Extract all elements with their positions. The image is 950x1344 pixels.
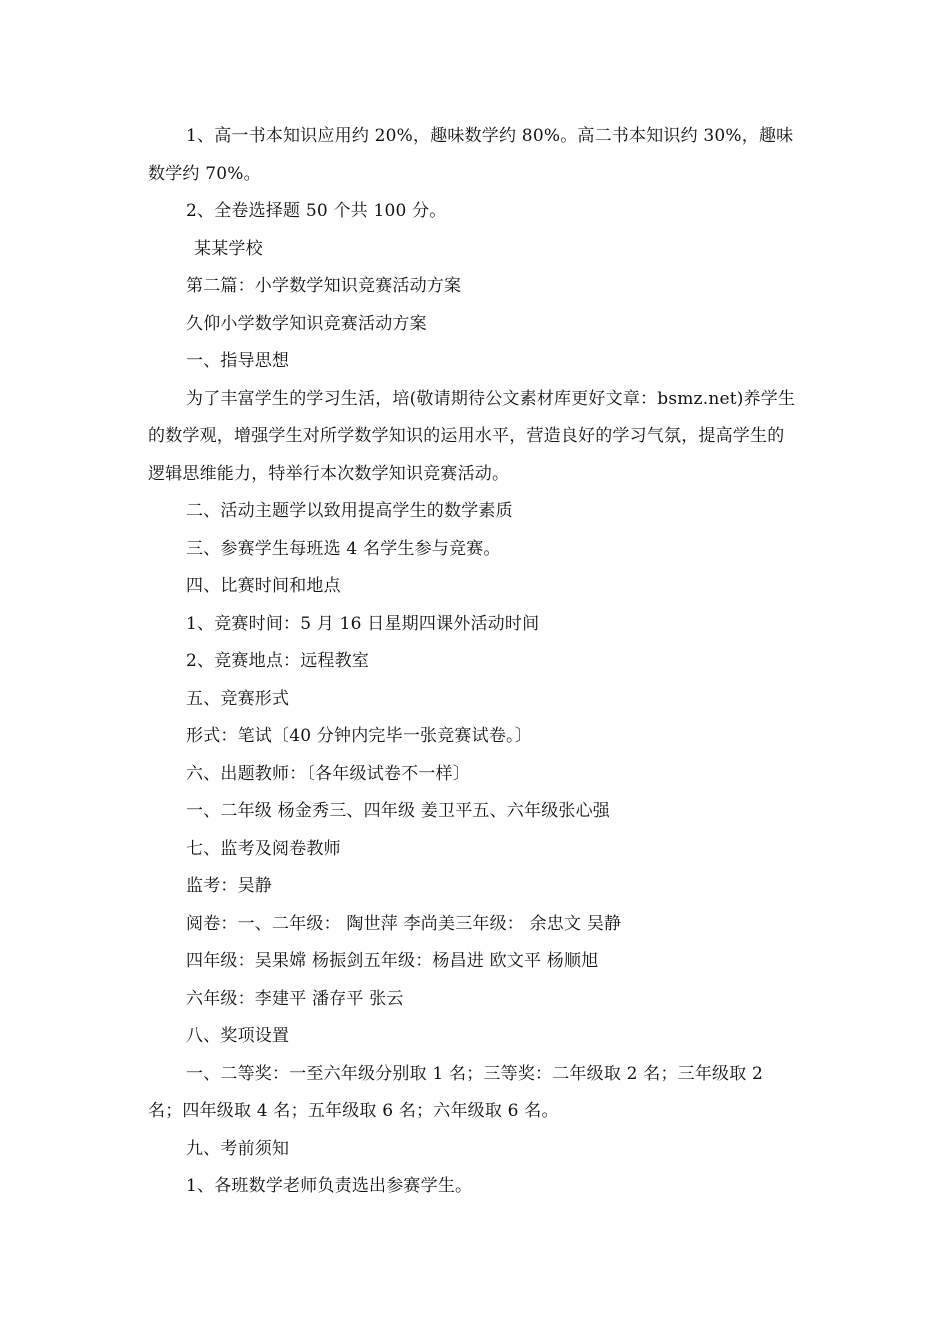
- section-title-part-two: 第二篇：小学数学知识竞赛活动方案: [186, 276, 462, 296]
- paragraph-guiding-idea: 为了丰富学生的学习生活，培(敬请期待公文素材库更好文章：bsmz.net)养学生的数学观，增强学生对所学数学知识的运用水平，营造良好的学习气氛，提高学生的逻辑思维能力，特举行本次数学知识竞赛活动。: [148, 388, 796, 484]
- paragraph-graders-1: 阅卷：一、二年级： 陶世萍 李尚美三年级： 余忠文 吴静: [186, 913, 622, 934]
- paragraph-graders-3: 六年级：李建平 潘存平 张云: [186, 988, 404, 1009]
- paragraph-contest-format: 形式：笔试〔40 分钟内完毕一张竞赛试卷。〕: [186, 726, 532, 746]
- paragraph-contest-place: 2、竞赛地点：远程教室: [186, 651, 370, 671]
- heading-participants: 三、参赛学生每班选 4 名学生参与竞赛。: [186, 538, 501, 559]
- paragraph-school-name: 某某学校: [194, 238, 263, 259]
- paragraph-awards: 一、二等奖：一至六年级分别取 1 名；三等奖：二年级取 2 名；三年级取 2 名；四年级取 4 名；五年级取 6 名；六年级取 6 名。: [148, 1063, 764, 1121]
- heading-proctors-graders: 七、监考及阅卷教师: [186, 838, 341, 859]
- paragraph-question-teachers: 一、二年级 杨金秀三、四年级 姜卫平五、六年级张心强: [186, 801, 611, 821]
- heading-contest-format: 五、竞赛形式: [186, 688, 290, 709]
- paragraph-exam-note-1: 1、各班数学老师负责选出参赛学生。: [186, 1176, 473, 1196]
- paragraph-proctor: 监考：吴静: [186, 876, 272, 896]
- heading-activity-theme: 二、活动主题学以致用提高学生的数学素质: [186, 501, 513, 521]
- document-body: [148, 118, 798, 1206]
- heading-time-place: 四、比赛时间和地点: [186, 576, 341, 596]
- paragraph-contest-time: 1、竞赛时间：5 月 16 日星期四课外活动时间: [186, 613, 540, 634]
- heading-awards: 八、奖项设置: [186, 1026, 290, 1046]
- heading-question-teachers: 六、出题教师：〔各年级试卷不一样〕: [186, 763, 470, 784]
- heading-exam-notes: 九、考前须知: [186, 1138, 290, 1159]
- paragraph-graders-2: 四年级：吴果嫦 杨振剑五年级：杨昌进 欧文平 杨顺旭: [186, 951, 599, 971]
- paragraph-scoring-ratio: 1、高一书本知识应用约 20%，趣味数学约 80%。高二书本知识约 30%，趣味数学约 70%。: [148, 126, 794, 184]
- paragraph-question-count: 2、全卷选择题 50 个共 100 分。: [186, 201, 447, 221]
- plan-title: 久仰小学数学知识竞赛活动方案: [186, 313, 427, 334]
- heading-guiding-idea: 一、指导思想: [186, 351, 290, 371]
